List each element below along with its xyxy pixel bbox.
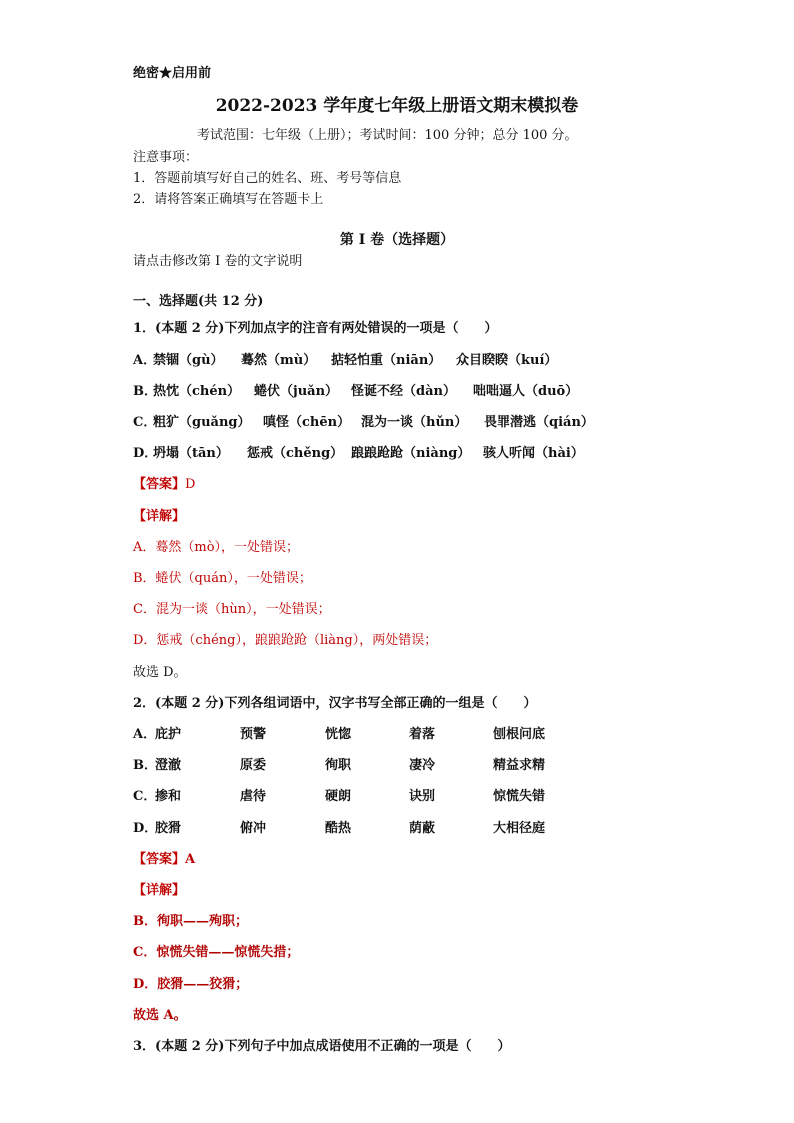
option-item: 蜷伏（juǎn） bbox=[254, 384, 339, 399]
option-item: 酷热 bbox=[325, 821, 352, 836]
question-3-stem: 3．(本题 2 分)下列句子中加点成语使用不正确的一项是（ ） bbox=[133, 1039, 511, 1054]
option-item: 坍塌（tān） bbox=[153, 446, 229, 461]
option-item: 凄冷 bbox=[409, 758, 436, 773]
option-item: 硬朗 bbox=[325, 789, 352, 804]
option-item: 刨根问底 bbox=[493, 727, 546, 742]
option-item: 粗犷（guǎng） bbox=[153, 415, 251, 430]
option-item: 骇人听闻（hài） bbox=[483, 446, 584, 461]
exam-info: 考试范围：七年级（上册）；考试时间：100 分钟；总分 100 分。 bbox=[197, 128, 578, 143]
option-item: 恍惚 bbox=[325, 727, 352, 742]
answer-label: 【答案】 bbox=[133, 477, 186, 492]
option-label: D． bbox=[133, 821, 158, 836]
page-title: 2022-2023 学年度七年级上册语文期末模拟卷 bbox=[215, 96, 579, 116]
option-item: 众目睽睽（kuí） bbox=[456, 353, 558, 368]
question-2-explanation: B．徇职——殉职； bbox=[133, 914, 248, 929]
question-1-option-a bbox=[133, 349, 673, 369]
question-1-conclusion: 故选 D。 bbox=[133, 665, 187, 680]
option-item: 蓦然（mù） bbox=[241, 353, 317, 368]
question-2-option-b bbox=[133, 754, 673, 774]
notice-item: 1．答题前填写好自己的姓名、班、考号等信息 bbox=[133, 171, 402, 186]
option-item: 热忱（chén） bbox=[153, 384, 241, 399]
question-2-explanation: D．胶猾——狡猾； bbox=[133, 977, 249, 992]
question-1-answer bbox=[133, 473, 195, 492]
option-item: 荫蔽 bbox=[409, 821, 436, 836]
option-item: 怪诞不经（dàn） bbox=[351, 384, 456, 399]
option-item: 诀别 bbox=[409, 789, 436, 804]
option-item: 庇护 bbox=[155, 727, 182, 742]
option-item: 禁锢（gù） bbox=[153, 353, 224, 368]
answer-value: D bbox=[185, 477, 196, 492]
notice-title: 注意事项： bbox=[133, 150, 199, 165]
option-item: 惊慌失错 bbox=[493, 789, 546, 804]
option-label: B． bbox=[133, 758, 157, 773]
question-2-option-d bbox=[133, 817, 673, 837]
question-2-explanation: C．惊慌失错——惊慌失措； bbox=[133, 945, 300, 960]
option-item: 掂轻怕重（niān） bbox=[331, 353, 442, 368]
question-1-stem: 1．(本题 2 分)下列加点字的注音有两处错误的一项是（ ） bbox=[133, 321, 498, 336]
question-1-detail-label: 【详解】 bbox=[133, 509, 186, 524]
option-item: 踉踉跄跄（niàng） bbox=[351, 446, 471, 461]
question-1-option-c bbox=[133, 411, 673, 431]
answer-label: 【答案】 bbox=[133, 852, 186, 867]
option-item: 着落 bbox=[409, 727, 436, 742]
option-label: A． bbox=[133, 727, 157, 742]
option-item: 大相径庭 bbox=[493, 821, 546, 836]
option-label: D． bbox=[133, 446, 158, 461]
question-2-option-a bbox=[133, 723, 673, 743]
question-2-option-c bbox=[133, 785, 673, 805]
answer-value: A bbox=[185, 852, 196, 867]
option-item: 混为一谈（hǔn） bbox=[361, 415, 468, 430]
section-title: 第 I 卷（选择题） bbox=[339, 232, 455, 248]
option-item: 胶猾 bbox=[155, 821, 182, 836]
question-2-detail-label: 【详解】 bbox=[133, 883, 186, 898]
question-1-explanation: C．混为一谈（hùn），一处错误； bbox=[133, 602, 331, 617]
option-label: C． bbox=[133, 789, 157, 804]
option-item: 精益求精 bbox=[493, 758, 546, 773]
option-item: 嗔怪（chēn） bbox=[263, 415, 351, 430]
option-item: 畏罪潜逃（qián） bbox=[484, 415, 594, 430]
notice-item: 2．请将答案正确填写在答题卡上 bbox=[133, 192, 324, 207]
question-1-option-b bbox=[133, 380, 673, 400]
option-item: 惩戒（chěng） bbox=[247, 446, 344, 461]
option-item: 澄澈 bbox=[155, 758, 182, 773]
option-item: 掺和 bbox=[155, 789, 182, 804]
option-item: 预警 bbox=[240, 727, 267, 742]
option-item: 徇职 bbox=[325, 758, 352, 773]
question-2-stem: 2．(本题 2 分)下列各组词语中，汉字书写全部正确的一组是（ ） bbox=[133, 696, 537, 711]
option-label: A． bbox=[133, 353, 157, 368]
question-1-explanation: B．蜷伏（quán），一处错误； bbox=[133, 571, 312, 586]
secret-mark: 绝密★启用前 bbox=[133, 66, 212, 81]
option-label: C． bbox=[133, 415, 157, 430]
option-item: 俯冲 bbox=[240, 821, 267, 836]
question-1-explanation: D．惩戒（chéng），踉踉跄跄（liàng），两处错误； bbox=[133, 633, 438, 648]
option-item: 咄咄逼人（duō） bbox=[473, 384, 579, 399]
question-1-explanation: A．蓦然（mò），一处错误； bbox=[133, 540, 300, 555]
option-item: 原委 bbox=[240, 758, 267, 773]
question-1-option-d bbox=[133, 442, 673, 462]
question-2-conclusion: 故选 A。 bbox=[133, 1008, 187, 1023]
section-description: 请点击修改第 I 卷的文字说明 bbox=[133, 254, 303, 269]
option-item: 虐待 bbox=[240, 789, 267, 804]
option-label: B． bbox=[133, 384, 157, 399]
question-2-answer bbox=[133, 848, 195, 867]
part-title: 一、选择题(共 12 分) bbox=[133, 294, 264, 309]
